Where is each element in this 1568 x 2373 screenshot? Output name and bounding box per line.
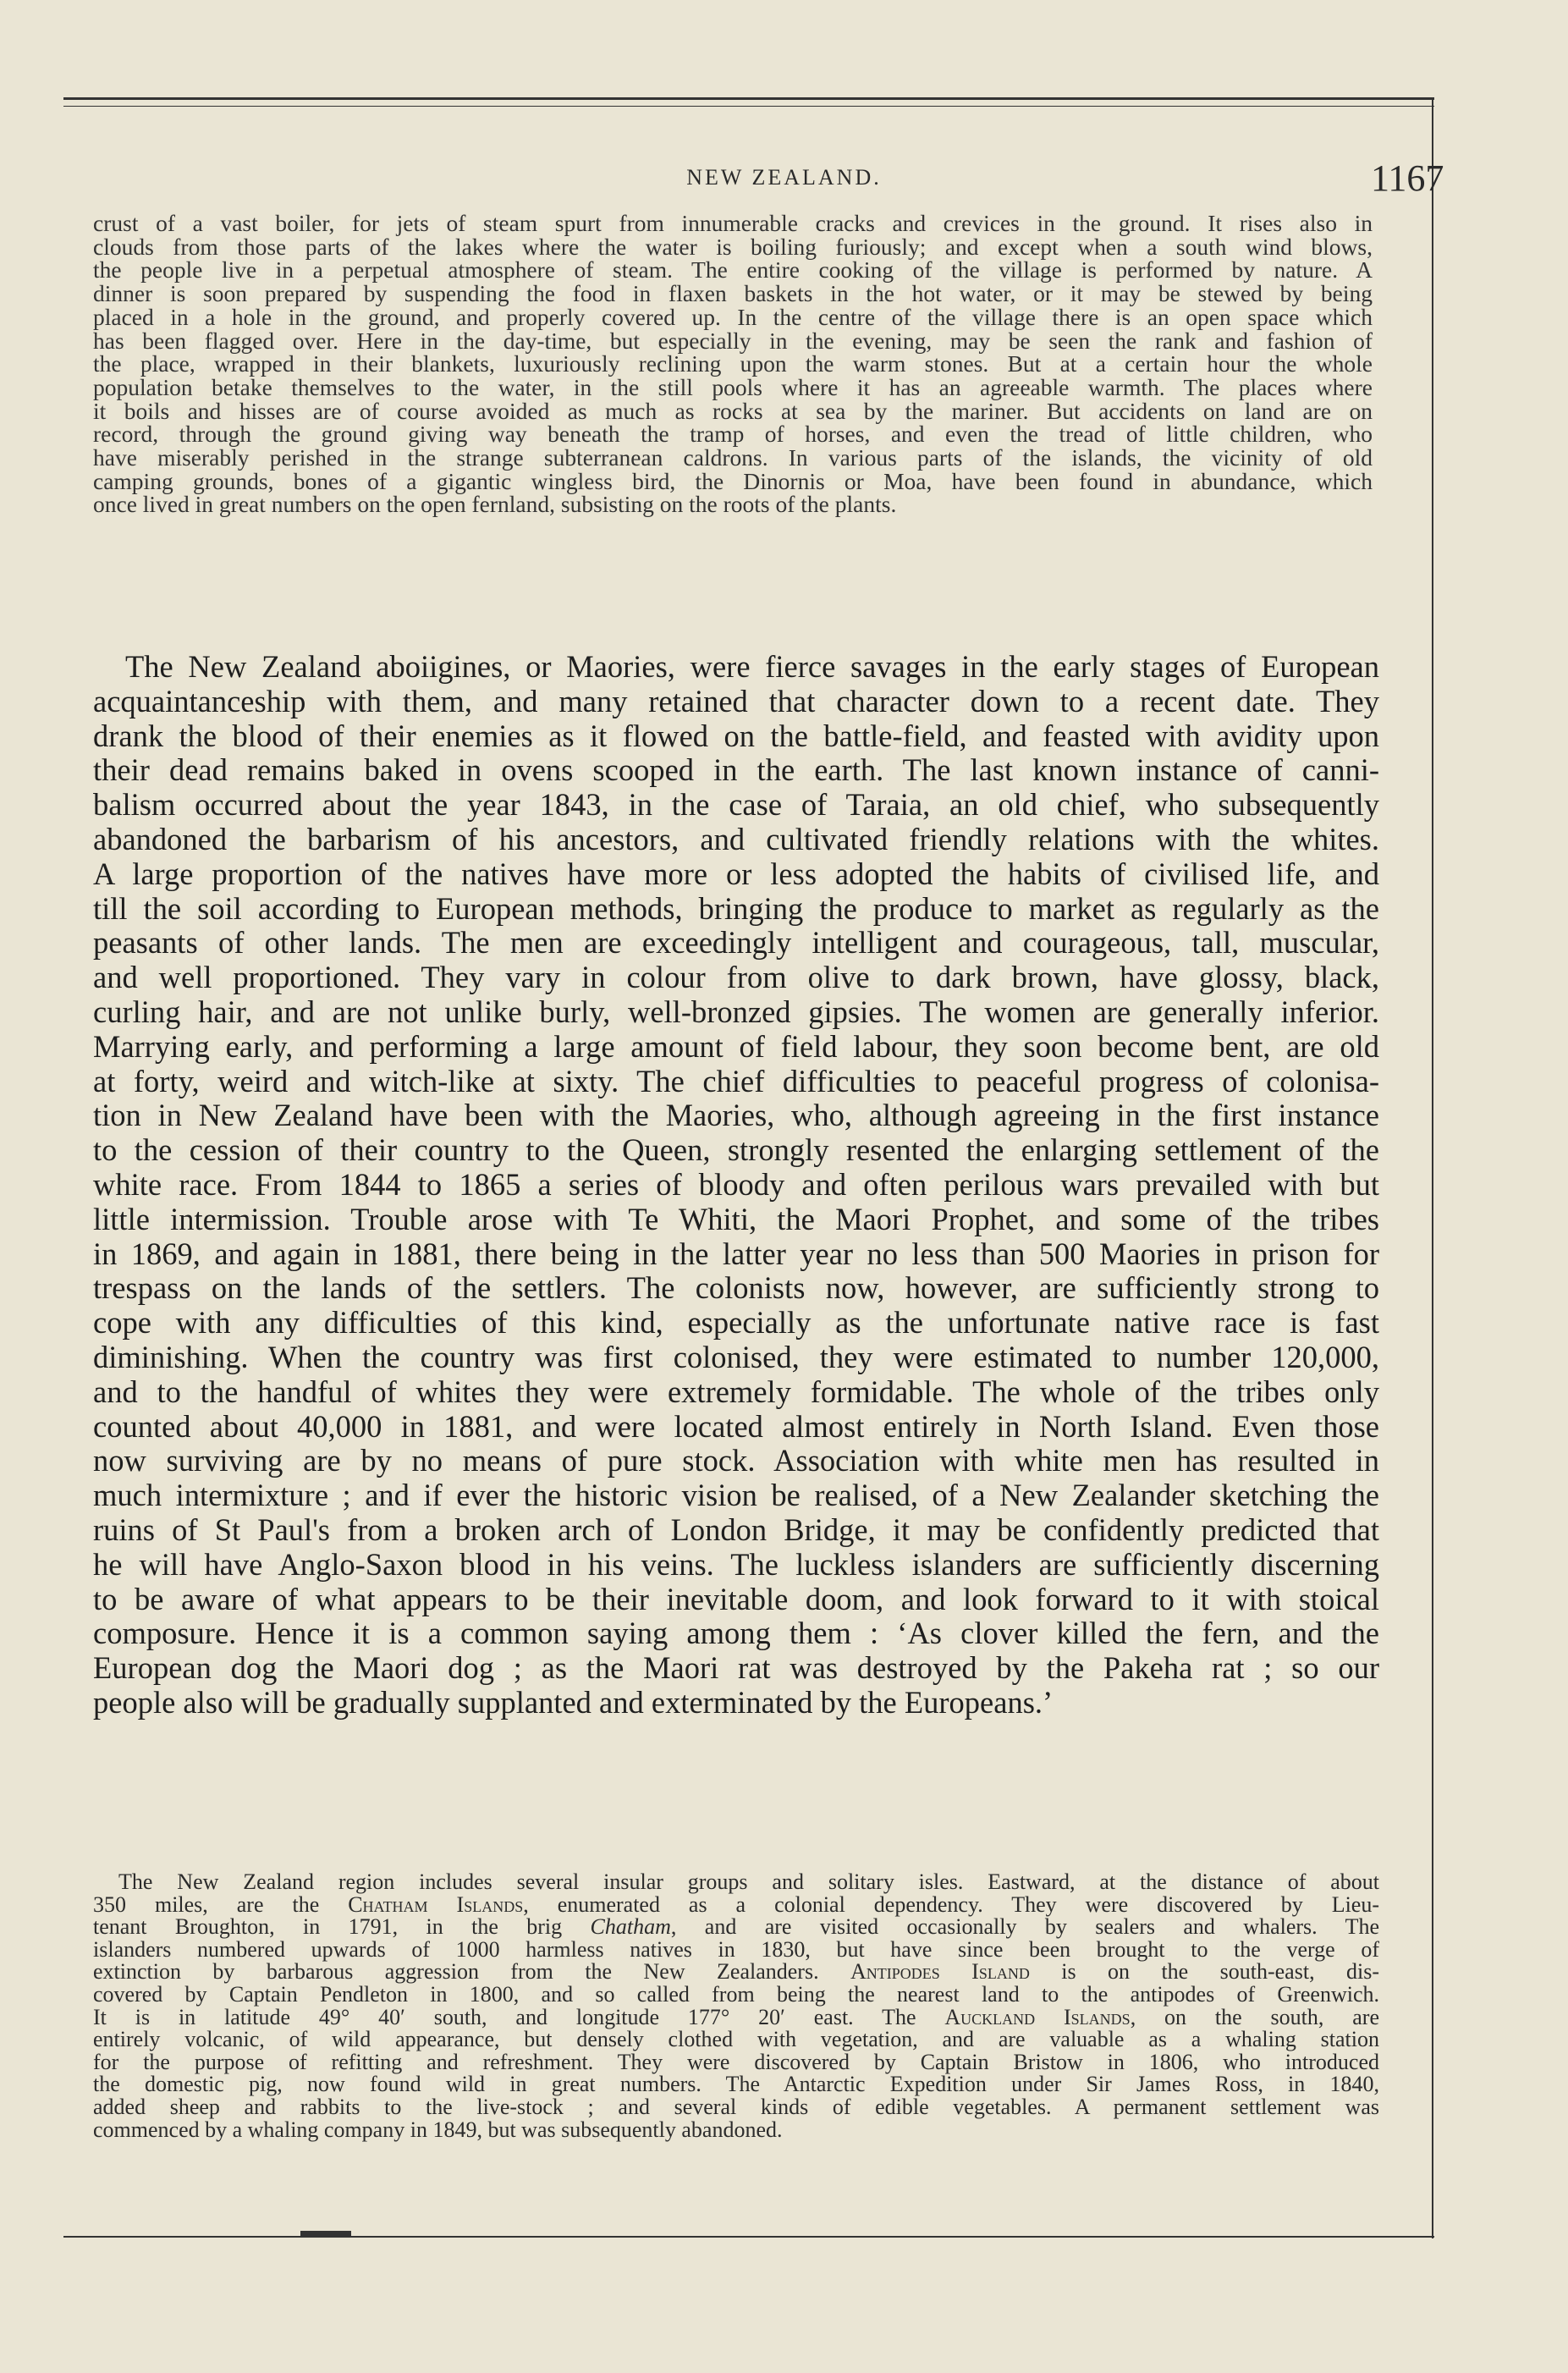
text-line: acquaintanceship with them, and many retained that character down to a recent date. They	[93, 683, 1379, 719]
frame-top-rule	[63, 97, 1434, 100]
text-line: record, through the ground giving way beneath the tramp of horses, and even the tread of little children, who	[93, 421, 1373, 448]
text-run: , on the south, are	[1130, 2004, 1380, 2029]
text-line: trespass on the lands of the settlers. The colonists now, however, are sufficiently strong to	[93, 1270, 1379, 1306]
text-line: it boils and hisses are of course avoided as much as rocks at sea by the mariner. But accidents on land are on	[93, 397, 1373, 424]
text-line: composure. Hence it is a common saying among them : ‘As clover killed the fern, and the	[93, 1616, 1379, 1651]
text-line: entirely volcanic, of wild appearance, but densely clothed with vegetation, and are valuable as a whaling station	[93, 2027, 1379, 2052]
frame-bottom-rule	[63, 2236, 1434, 2238]
text-line: curling hair, and are not unlike burly, well-bronzed gipsies. The women are generally inferior.	[93, 994, 1379, 1029]
text-line: to be aware of what appears to be their inevitable doom, and look forward to it with stoical	[93, 1581, 1379, 1616]
text-line: islanders numbered upwards of 1000 harmless natives in 1830, but have since been brought to the verge of	[93, 1936, 1379, 1962]
frame-top-rule-inner	[63, 106, 1434, 107]
text-line: little intermission. Trouble arose with Te Whiti, the Maori Prophet, and some of the tribes	[93, 1201, 1379, 1236]
text-line: commenced by a whaling company in 1849, but was subsequently abandoned.	[93, 2117, 783, 2142]
running-head: NEW ZEALAND.	[686, 165, 882, 190]
text-line: tion in New Zealand have been with the Maories, who, although agreeing in the first instance	[93, 1098, 1379, 1133]
text-line: till the soil according to European methods, bringing the produce to market as regularly as the	[93, 890, 1379, 926]
text-line: cope with any difficulties of this kind, especially as the unfortunate native race is fast	[93, 1305, 1379, 1341]
text-line: dinner is soon prepared by suspending the food in flaxen baskets in the hot water, or it may be stewed by being	[93, 280, 1373, 307]
text-line: their dead remains baked in ovens scooped in the earth. The last known instance of canni-	[93, 752, 1379, 788]
bottom-ornament	[300, 2231, 351, 2237]
frame-right-rule	[1432, 97, 1433, 2238]
text-line: peasants of other lands. The men are exceedingly intelligent and courageous, tall, muscular,	[93, 925, 1379, 961]
text-line: drank the blood of their enemies as it flowed on the battle-field, and feasted with avidity upon	[93, 718, 1379, 753]
text-line: and to the handful of whites they were extremely formidable. The whole of the tribes only	[93, 1374, 1379, 1409]
text-line: Marrying early, and performing a large amount of field labour, they soon become bent, are old	[93, 1028, 1379, 1064]
text-line: to the cession of their country to the Queen, strongly resented the enlarging settlement of the	[93, 1132, 1379, 1168]
text-run: , enumerated as a colonial dependency. They were discovered by Lieu-	[523, 1891, 1380, 1917]
text-line	[93, 2004, 1380, 2029]
text-line: crust of a vast boiler, for jets of steam spurt from innumerable cracks and crevices in the ground. It rises also in	[93, 210, 1373, 236]
text-line: The New Zealand region includes several insular groups and solitary isles. Eastward, at the distance of about	[118, 1869, 1379, 1894]
page-number: 1167	[1371, 157, 1444, 199]
text-line: balism occurred about the year 1843, in the case of Taraia, an old chief, who subsequently	[93, 787, 1379, 823]
text-line: in 1869, and again in 1881, there being in the latter year no less than 500 Maories in prison for	[93, 1236, 1379, 1271]
text-line: he will have Anglo-Saxon blood in his veins. The luckless islanders are sufficiently discerning	[93, 1546, 1379, 1582]
text-line: has been flagged over. Here in the day-time, but especially in the evening, may be seen the rank and fashion of	[93, 327, 1373, 354]
text-line: covered by Captain Pendleton in 1800, and so called from being the nearest land to the antipodes of Greenwich.	[93, 1981, 1379, 2007]
text-run: is on the south-east, dis-	[1029, 1959, 1379, 1985]
ship-name-chatham: Chatham	[590, 1914, 671, 1940]
text-line: The New Zealand aboiigines, or Maories, were fierce savages in the early stages of European	[125, 649, 1379, 684]
text-line: much intermixture ; and if ever the historic vision be realised, of a New Zealander sketching the	[93, 1478, 1379, 1513]
text-line: people also will be gradually supplanted and exterminated by the Europeans.’	[93, 1684, 1054, 1720]
text-line	[93, 1916, 1379, 1939]
text-run: , and are visited occasionally by sealers and whalers. The	[670, 1914, 1379, 1940]
text-run: extinction by barbarous aggression from the New Zealanders.	[93, 1959, 850, 1985]
continued-paragraph	[93, 212, 1373, 516]
text-line: A large proportion of the natives have more or less adopted the habits of civilised life, and	[93, 856, 1379, 891]
islands-paragraph	[93, 1871, 1379, 2141]
text-line: now surviving are by no means of pure stock. Association with white men has resulted in	[93, 1443, 1379, 1478]
place-name-auckland-islands: Auckland Islands	[944, 2004, 1131, 2029]
text-line: the place, wrapped in their blankets, luxuriously reclining upon the warm stones. But at a certain hour the whole	[93, 350, 1373, 377]
place-name-chatham-islands: Chatham Islands	[348, 1891, 524, 1917]
text-line: have miserably perished in the strange subterranean caldrons. In various parts of the islands, the vicinity of old	[93, 444, 1373, 471]
text-run: tenant Broughton, in 1791, in the brig	[93, 1914, 591, 1940]
text-line: the domestic pig, now found wild in great numbers. The Antarctic Expedition under Sir James Ross, in 1840,	[93, 2072, 1379, 2097]
text-line: counted about 40,000 in 1881, and were located almost entirely in North Island. Even those	[93, 1408, 1379, 1444]
text-line: placed in a hole in the ground, and properly covered up. In the centre of the village there is an open space which	[93, 303, 1373, 330]
text-line: abandoned the barbarism of his ancestors, and cultivated friendly relations with the whites.	[93, 821, 1379, 856]
text-line	[93, 1891, 1380, 1917]
place-name-antipodes-island: Antipodes Island	[850, 1959, 1030, 1985]
text-line: the people live in a perpetual atmosphere of steam. The entire cooking of the village is performed by nature. A	[93, 256, 1373, 284]
text-line: European dog the Maori dog ; as the Maori rat was destroyed by the Pakeha rat ; so our	[93, 1650, 1379, 1686]
text-run: It is in latitude 49° 40′ south, and longitude 177° 20′ east. The	[93, 2004, 945, 2029]
text-line: ruins of St Paul's from a broken arch of London Bridge, it may be confidently predicted that	[93, 1511, 1379, 1547]
text-line: and well proportioned. They vary in colour from olive to dark brown, have glossy, black,	[93, 960, 1379, 995]
text-line: once lived in great numbers on the open fernland, subsisting on the roots of the plants.	[93, 491, 897, 518]
text-run: 350 miles, are the	[93, 1891, 349, 1917]
text-line: population betake themselves to the water, in the still pools where it has an agreeable warmth. The places where	[93, 373, 1373, 400]
text-line: clouds from those parts of the lakes where the water is boiling furiously; and except when a south wind blows,	[93, 233, 1373, 260]
text-line: white race. From 1844 to 1865 a series of bloody and often perilous wars prevailed with but	[93, 1166, 1379, 1202]
text-line: for the purpose of refitting and refreshment. They were discovered by Captain Bristow in 1806, who introduced	[93, 2049, 1379, 2074]
text-line: diminishing. When the country was first colonised, they were estimated to number 120,000,	[93, 1339, 1379, 1374]
text-line: added sheep and rabbits to the live-stock ; and several kinds of edible vegetables. A permanent settlement was	[93, 2094, 1379, 2119]
text-line: camping grounds, bones of a gigantic wingless bird, the Dinornis or Moa, have been found in abundance, which	[93, 467, 1373, 494]
text-line: at forty, weird and witch-like at sixty. The chief difficulties to peaceful progress of colonisa-	[93, 1063, 1379, 1098]
main-paragraph	[93, 650, 1379, 1721]
text-line	[93, 1961, 1379, 1984]
